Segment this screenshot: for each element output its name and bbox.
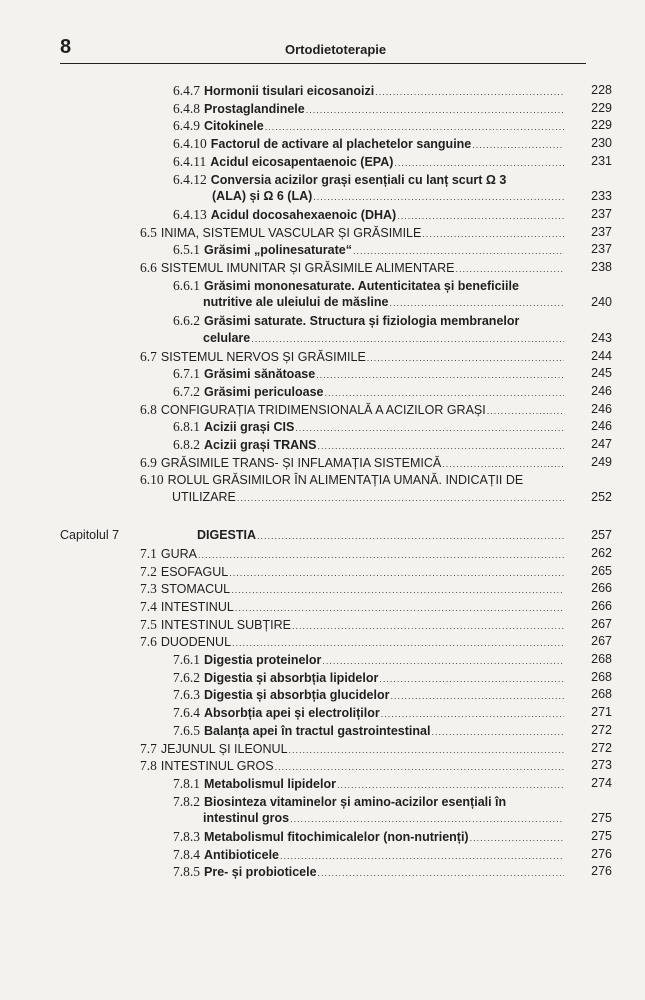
dot-leader (318, 865, 564, 882)
entry-number: 6.10 (140, 472, 164, 488)
page-ref: 271 (591, 705, 612, 720)
entry-title: Grăsimi saturate. Structura și fiziologia membranelor (204, 314, 520, 329)
entry-number: 6.5.1 (173, 242, 200, 258)
toc-entry[interactable] (173, 418, 612, 435)
entry-number: 6.4.10 (173, 136, 207, 152)
entry-number: 7.6.4 (173, 705, 200, 721)
entry-title: GRĂSIMILE TRANS- ȘI INFLAMAȚIA SISTEMICĂ (160, 455, 442, 470)
toc-entry[interactable] (173, 686, 612, 703)
entry-title: STOMACUL (160, 582, 231, 597)
entry-number: 7.6.5 (173, 722, 200, 738)
toc-entry[interactable] (140, 598, 612, 615)
page-ref: 247 (591, 437, 612, 451)
dot-leader (318, 438, 564, 455)
entry-title: Acidul eicosapentaenoic (EPA) (210, 154, 394, 169)
dot-leader (431, 724, 564, 741)
toc-entry[interactable] (140, 471, 612, 488)
entry-number: 6.4.9 (173, 118, 200, 134)
toc-entry[interactable] (173, 312, 612, 329)
entry-title: ROLUL GRĂSIMILOR ÎN ALIMENTAȚIA UMANĂ. INDICAȚII DE (167, 473, 524, 488)
entry-number: 7.6.3 (173, 687, 200, 703)
page-ref: 265 (591, 563, 612, 578)
page-ref: 266 (591, 581, 612, 596)
page-ref: 252 (591, 490, 612, 505)
entry-number: 6.4.7 (173, 83, 200, 98)
dot-leader (442, 456, 564, 473)
running-title: Ortodietoterapie (285, 42, 387, 57)
entry-number: 7.8.5 (173, 864, 200, 880)
page-ref: 262 (591, 545, 612, 560)
dot-leader (292, 618, 564, 635)
entry-number: 6.7.2 (173, 383, 200, 399)
page-ref: 231 (591, 153, 612, 168)
toc-entry[interactable] (173, 793, 612, 810)
entry-title-cont: celulare (203, 330, 251, 345)
toc-entry[interactable] (173, 775, 612, 792)
toc-entry[interactable] (173, 82, 612, 99)
toc-entry[interactable] (173, 117, 612, 134)
page-ref: 274 (591, 775, 612, 790)
entry-title-cont: intestinul gros (203, 811, 290, 826)
chapter-label: Capitolul 7 (60, 528, 120, 543)
dot-leader (397, 208, 564, 225)
entry-number: 7.2 (140, 563, 157, 579)
entry-number: 6.4.11 (173, 153, 207, 169)
page-ref: 272 (591, 740, 612, 755)
dot-leader (275, 759, 564, 776)
entry-title: Acidul docosahexaenoic (DHA) (210, 207, 397, 222)
page-ref: 228 (591, 83, 612, 97)
toc-entry[interactable] (173, 100, 612, 117)
dot-leader (381, 706, 564, 723)
header-rule (60, 63, 586, 64)
entry-number: 6.8.2 (173, 437, 200, 452)
dot-leader (232, 635, 564, 652)
entry-title: Metabolismul lipidelor (204, 776, 336, 791)
page-ref: 240 (591, 295, 612, 310)
entry-number: 7.6.2 (173, 669, 200, 685)
entry-title: Acizii grași CIS (204, 420, 295, 435)
page-ref: 243 (591, 330, 612, 345)
page-ref: 249 (591, 454, 612, 469)
entry-title: Hormonii tisulari eicosanoizi (204, 84, 375, 98)
entry-number: 7.1 (140, 545, 157, 561)
entry-title: Prostaglandinele (204, 101, 305, 116)
entry-title: Citokinele (204, 119, 264, 134)
dot-leader (251, 331, 564, 348)
entry-title: INIMA, SISTEMUL VASCULAR ȘI GRĂSIMILE (160, 225, 422, 240)
page-number: 8 (60, 36, 72, 58)
dot-leader (367, 350, 564, 367)
entry-title: Digestia și absorbția glucidelor (204, 688, 390, 703)
entry-title: CONFIGURAȚIA TRIDIMENSIONALĂ A ACIZILOR GRAȘI (160, 402, 486, 417)
entry-title: Grăsimi periculoase (204, 384, 324, 399)
page-ref: 229 (591, 100, 612, 115)
toc-entry[interactable] (173, 206, 612, 223)
toc-entry[interactable] (140, 259, 612, 276)
entry-number: 7.6.1 (173, 652, 200, 668)
entry-title: Pre- și probioticele (204, 865, 317, 880)
page-ref: 275 (591, 811, 612, 826)
entry-number: 6.6.1 (173, 277, 200, 293)
entry-number: 7.8.3 (173, 829, 200, 845)
entry-title: INTESTINUL SUBȚIRE (160, 617, 291, 632)
page-ref: 276 (591, 846, 612, 861)
entry-number: 7.5 (140, 616, 157, 632)
page-ref: 267 (591, 634, 612, 649)
dot-leader (290, 811, 564, 828)
toc-entry-continuation[interactable] (212, 188, 612, 205)
page-ref: 246 (591, 383, 612, 398)
page-ref: 257 (591, 528, 612, 543)
page-ref: 233 (591, 189, 612, 204)
toc-entry[interactable] (140, 757, 612, 774)
toc-entry[interactable] (173, 383, 612, 400)
entry-number: 6.4.8 (173, 100, 200, 116)
entry-title: Grăsimi mononesaturate. Autenticitatea și beneficiile (204, 278, 519, 293)
entry-number: 7.8.4 (173, 846, 200, 862)
entry-title: GURA (160, 546, 197, 561)
entry-title: Grăsimi sănătoase (204, 367, 316, 382)
dot-leader (472, 137, 564, 154)
dot-leader (198, 547, 564, 564)
toc-entry[interactable] (140, 224, 612, 241)
dot-leader (229, 565, 564, 582)
page-ref: 266 (591, 598, 612, 613)
entry-number: 6.5 (140, 224, 157, 240)
page-ref: 237 (591, 224, 612, 239)
dot-leader (257, 528, 564, 545)
entry-number: 7.7 (140, 740, 157, 756)
entry-title: Biosinteza vitaminelor și amino-acizilor esențiali în (204, 794, 507, 809)
dot-leader (295, 420, 564, 437)
dot-leader (289, 742, 564, 759)
entry-number: 6.4.12 (173, 171, 207, 187)
toc-entry[interactable] (173, 153, 612, 170)
entry-title: SISTEMUL IMUNITAR ȘI GRĂSIMILE ALIMENTARE (160, 261, 455, 275)
entry-number: 6.7.1 (173, 366, 200, 382)
dot-leader (470, 830, 564, 847)
entry-number: 6.7 (140, 348, 157, 364)
entry-number: 7.8.1 (173, 775, 200, 791)
dot-leader (455, 261, 564, 278)
page-ref: 245 (591, 366, 612, 381)
dot-leader (231, 582, 564, 599)
dot-leader (306, 102, 564, 119)
page-ref: 238 (591, 260, 612, 274)
toc-entry[interactable] (173, 828, 612, 845)
page-ref: 276 (591, 864, 612, 879)
dot-leader (313, 189, 564, 206)
entry-title: INTESTINUL (160, 599, 234, 614)
toc-entry[interactable] (140, 633, 612, 650)
dot-leader (353, 243, 564, 260)
dot-leader (487, 403, 564, 420)
toc-entry-continuation[interactable] (172, 489, 612, 506)
dot-leader (316, 367, 564, 384)
page-ref: 273 (591, 758, 612, 773)
entry-title: Metabolismul fitochimicalelor (non-nutrienți) (204, 830, 469, 845)
toc-entry[interactable] (140, 401, 612, 418)
entry-number: 7.8.2 (173, 793, 200, 809)
page-ref: 237 (591, 206, 612, 221)
page-ref: 244 (591, 348, 612, 363)
entry-title: DUODENUL (160, 635, 232, 650)
toc-entry[interactable] (173, 669, 612, 686)
toc-entry-continuation[interactable] (203, 330, 612, 347)
entry-title-cont: nutritive ale uleiului de măsline (203, 295, 389, 310)
toc-entry[interactable] (140, 348, 612, 365)
entry-number: 6.9 (140, 454, 157, 470)
page-header (0, 0, 645, 70)
entry-title: Conversia acizilor grași esențiali cu lanț scurt Ω 3 (210, 172, 507, 187)
entry-number: 6.6 (140, 260, 157, 275)
dot-leader (337, 777, 564, 794)
entry-title: JEJUNUL ȘI ILEONUL (160, 741, 288, 756)
dot-leader (280, 848, 564, 865)
toc-entry-continuation[interactable] (203, 294, 612, 311)
toc-entry[interactable] (173, 722, 612, 739)
entry-number: 7.3 (140, 581, 157, 597)
entry-title: Grăsimi „polinesaturate“ (204, 243, 352, 258)
dot-leader (325, 385, 564, 402)
toc-entry[interactable] (140, 740, 612, 757)
toc-entry[interactable] (140, 580, 612, 597)
dot-leader (322, 653, 564, 670)
entry-number: 7.6 (140, 634, 157, 650)
entry-number: 7.8 (140, 758, 157, 774)
toc-entry[interactable] (173, 651, 612, 668)
page-ref: 229 (591, 118, 612, 133)
page-ref: 268 (591, 687, 612, 702)
toc-entry[interactable] (173, 704, 612, 721)
entry-title: ESOFAGUL (160, 564, 229, 579)
entry-title: Digestia proteinelor (204, 653, 322, 668)
page-ref: 246 (591, 419, 612, 434)
toc-entry[interactable] (173, 241, 612, 258)
toc-entry[interactable] (173, 846, 612, 863)
toc-entry[interactable] (173, 436, 612, 453)
toc-entry[interactable] (173, 277, 612, 294)
entry-number: 6.8.1 (173, 419, 200, 435)
dot-leader (422, 226, 564, 243)
page-ref: 246 (591, 401, 612, 416)
dot-leader (375, 84, 564, 101)
page-ref: 268 (591, 669, 612, 684)
entry-title-cont: (ALA) și Ω 6 (LA) (212, 189, 313, 204)
entry-title: DIGESTIA (197, 528, 257, 543)
toc-entry[interactable] (173, 171, 612, 188)
page-ref: 268 (591, 652, 612, 667)
dot-leader (379, 671, 564, 688)
entry-title-cont: UTILIZARE (172, 490, 236, 505)
toc-entry[interactable] (173, 863, 612, 880)
entry-title: Acizii grași TRANS (204, 438, 317, 452)
toc-entry[interactable] (197, 527, 612, 544)
page-ref: 237 (591, 242, 612, 257)
toc-entry[interactable] (140, 545, 612, 562)
page-ref: 230 (591, 136, 612, 151)
entry-number: 7.4 (140, 598, 157, 614)
page-ref: 267 (591, 616, 612, 631)
toc-entry-continuation[interactable] (203, 810, 612, 827)
dot-leader (235, 600, 564, 617)
page-ref: 275 (591, 829, 612, 844)
toc-entry[interactable] (140, 616, 612, 633)
entry-title: Balanța apei în tractul gastrointestinal (204, 723, 431, 738)
entry-number: 6.8 (140, 401, 157, 417)
entry-title: INTESTINUL GROS (160, 759, 274, 774)
entry-title: Antibioticele (204, 847, 280, 862)
entry-title: Digestia și absorbția lipidelor (204, 670, 379, 685)
dot-leader (237, 490, 564, 507)
entry-number: 6.4.13 (173, 206, 207, 222)
toc-entry[interactable] (140, 563, 612, 580)
entry-title: Factorul de activare al plachetelor sanguine (210, 137, 472, 152)
toc-entry[interactable] (173, 365, 612, 382)
entry-title: Absorbția apei și electroliților (204, 706, 380, 721)
dot-leader (389, 295, 564, 312)
entry-title: SISTEMUL NERVOS ȘI GRĂSIMILE (160, 349, 366, 364)
toc-entry[interactable] (173, 135, 612, 152)
page-ref: 272 (591, 722, 612, 737)
dot-leader (394, 155, 564, 172)
dot-leader (265, 119, 564, 136)
dot-leader (390, 688, 564, 705)
toc-entry[interactable] (140, 454, 612, 471)
entry-number: 6.6.2 (173, 313, 200, 329)
